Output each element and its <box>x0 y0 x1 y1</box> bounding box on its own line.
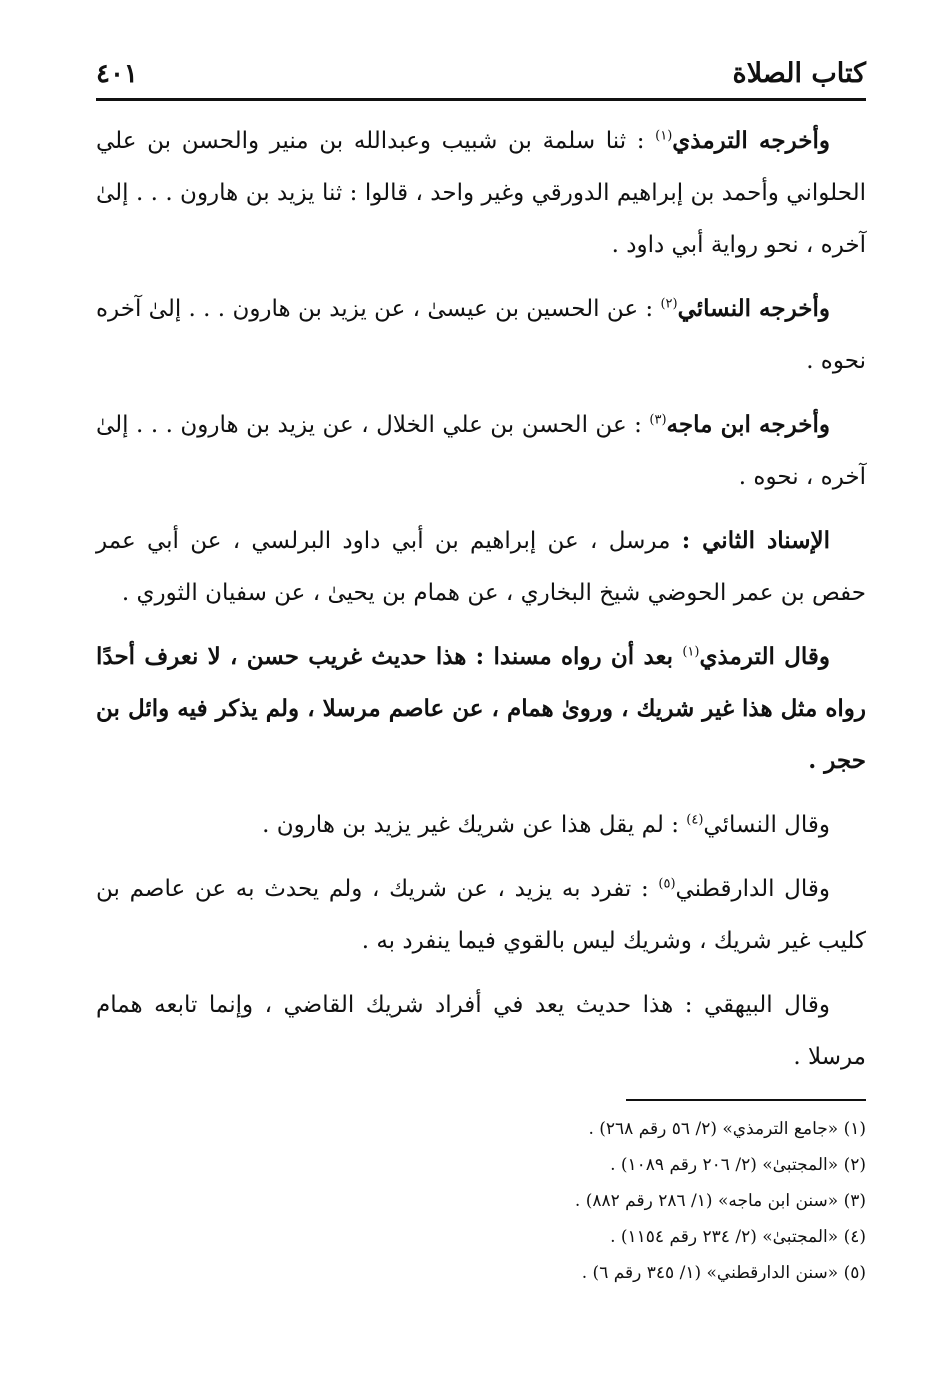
page-number: ٤٠١ <box>96 59 138 89</box>
paragraph: وقال النسائي$^{(٤)}$ : لم يقل هذا عن شريك غير يزيد بن هارون . <box>262 812 830 838</box>
footnote: (٤) «المجتبىٰ» (٢/ ٢٣٤ رقم ١١٥٤) . <box>610 1227 866 1247</box>
footnote-ref: (٤) <box>686 812 704 828</box>
footnote: (١) «جامع الترمذي» (٢/ ٥٦ رقم ٢٦٨) . <box>588 1119 866 1139</box>
main-text <box>96 115 866 1083</box>
header-divider <box>96 98 866 101</box>
footnotes <box>96 1111 866 1291</box>
chapter-title: كتاب الصلاة <box>732 58 866 89</box>
footnote-ref: (٢) <box>660 296 678 312</box>
footnote-ref: (١) <box>655 128 673 144</box>
footnote-ref: (٥) <box>658 876 676 892</box>
paragraph: وقال الترمذي$^{(١)}$ بعد أن رواه مسندا : هذا حديث غريب حسن ، لا نعرف أحدًا رواه مثل هذا غير شريك ، وروىٰ همام ، عن عاصم مرسلا ، ولم يذكر فيه وائل بن حجر . <box>96 643 866 774</box>
paragraph: الإسناد الثاني : مرسل ، عن إبراهيم بن أبي داود البرلسي ، عن أبي عمر حفص بن عمر الحوضي شيخ البخاري ، عن همام بن يحيىٰ ، عن سفيان الثوري . <box>96 527 866 606</box>
footnote: (٣) «سنن ابن ماجه» (١/ ٢٨٦ رقم ٨٨٢) . <box>574 1191 866 1211</box>
paragraph: وأخرجه الترمذي$^{(١)}$ : ثنا سلمة بن شبيب وعبدالله بن منير والحسن بن علي الحلواني وأحمد بن إبراهيم الدورقي وغير واحد ، قالوا : ثنا يزيد بن هارون . . . إلىٰ آخره ، نحو رواية أبي داود . <box>96 127 866 258</box>
footnote-ref: (٣) <box>649 412 667 428</box>
paragraph: وقال الدارقطني$^{(٥)}$ : تفرد به يزيد ، عن شريك ، ولم يحدث به عن عاصم بن كليب غير شريك ، وشريك ليس بالقوي فيما ينفرد به . <box>96 876 866 954</box>
paragraph: وأخرجه النسائي$^{(٢)}$ : عن الحسين بن عيسىٰ ، عن يزيد بن هارون . . . إلىٰ آخره نحوه . <box>96 295 866 374</box>
footnote-divider <box>626 1099 866 1101</box>
book-page <box>96 58 866 1291</box>
paragraph: وقال البيهقي : هذا حديث يعد في أفراد شريك القاضي ، وإنما تابعه همام مرسلا . <box>96 992 866 1070</box>
paragraph: وأخرجه ابن ماجه$^{(٣)}$ : عن الحسن بن علي الخلال ، عن يزيد بن هارون . . . إلىٰ آخره ، نحوه . <box>96 411 866 490</box>
page-header <box>96 58 866 96</box>
footnote: (٢) «المجتبىٰ» (٢/ ٢٠٦ رقم ١٠٨٩) . <box>610 1155 866 1175</box>
footnote: (٥) «سنن الدارقطني» (١/ ٣٤٥ رقم ٦) . <box>581 1263 866 1283</box>
footnote-ref: (١) <box>682 644 700 660</box>
